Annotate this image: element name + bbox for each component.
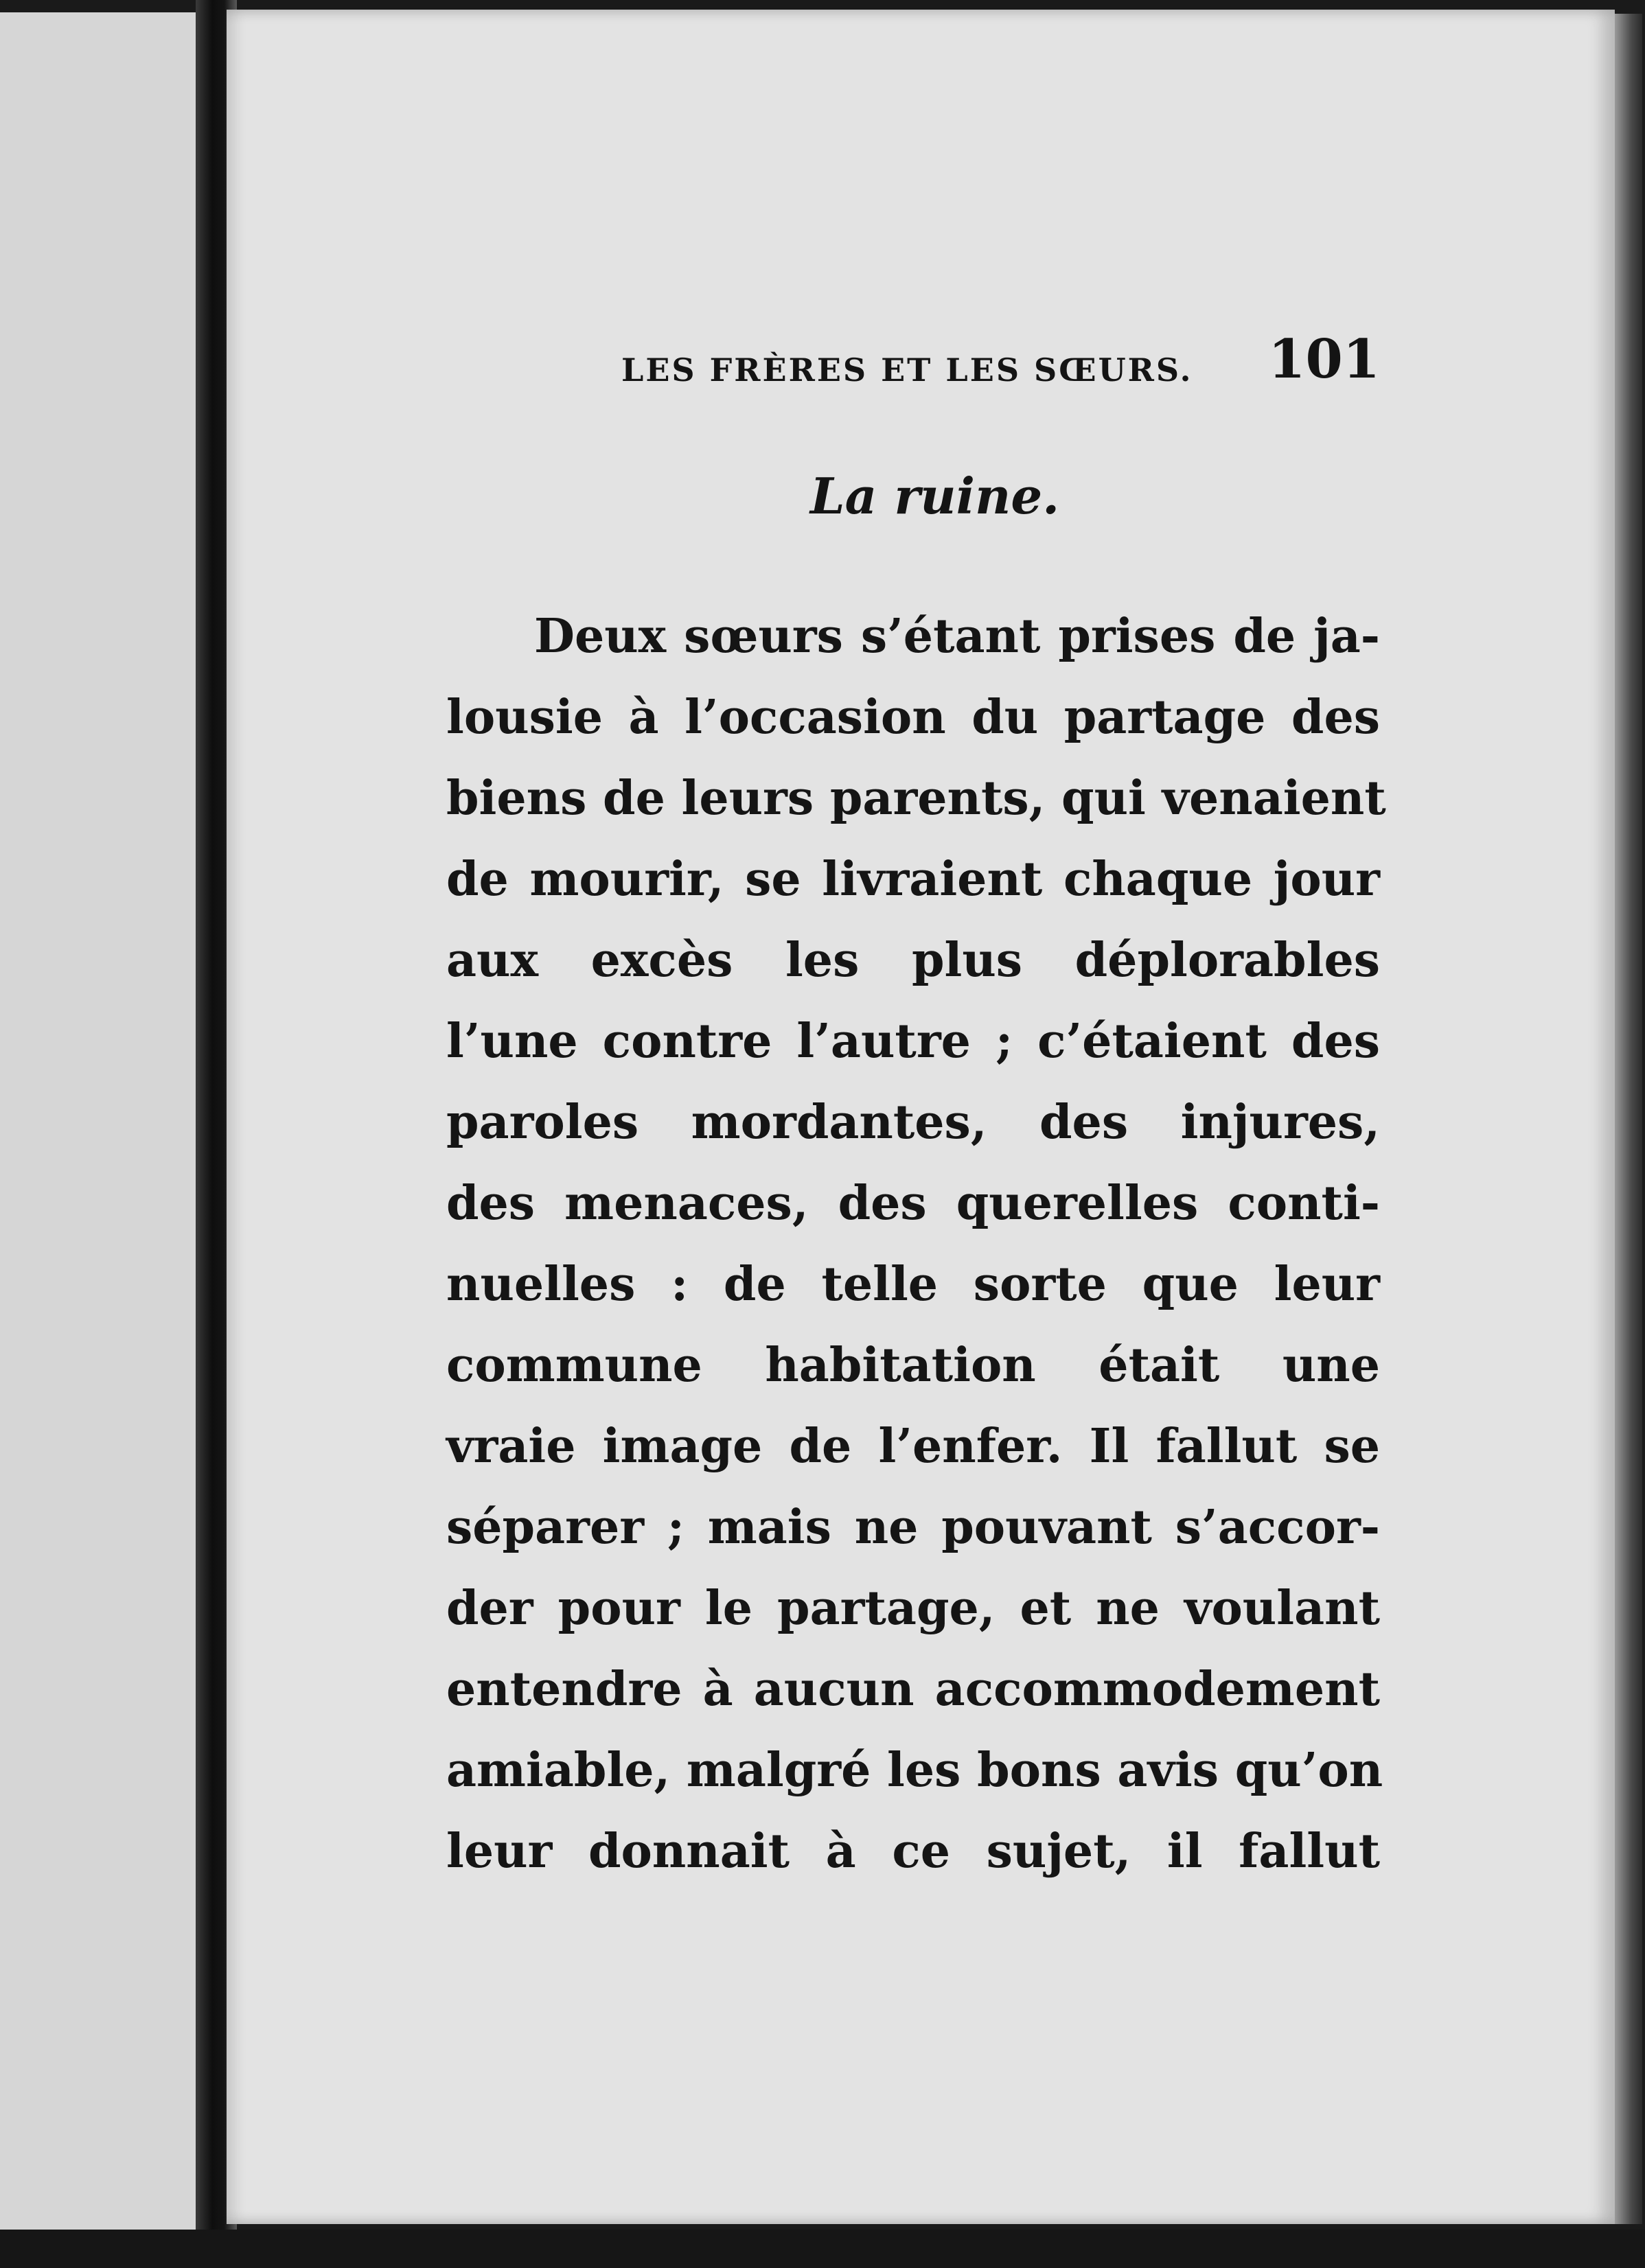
section-title: La ruine. [810, 467, 1060, 525]
text-line: séparer ; mais ne pouvant s’accor- [446, 1500, 1380, 1555]
text-line: aux excès les plus déplorables [446, 933, 1380, 988]
scan-border [0, 2230, 1645, 2268]
text-line: amiable, malgré les bons avis qu’on [446, 1743, 1383, 1798]
text-line: l’une contre l’autre ; c’étaient des [446, 1014, 1380, 1069]
running-head [384, 328, 1380, 404]
text-line: Deux sœurs s’étant prises de ja- [534, 609, 1380, 664]
text-line: biens de leurs parents, qui venaient [446, 771, 1386, 826]
page-edge [1615, 14, 1642, 2224]
left-facing-page [0, 12, 196, 2230]
text-line: entendre à aucun accommodement [446, 1662, 1380, 1717]
running-title: LES FRÈRES ET LES SŒURS. [621, 351, 1193, 389]
text-line: commune habitation était une [446, 1338, 1380, 1393]
text-line: de mourir, se livraient chaque jour [446, 852, 1380, 907]
page-number: 101 [1268, 328, 1380, 391]
text-line: lousie à l’occasion du partage des [446, 690, 1380, 745]
paragraph [446, 596, 1386, 1892]
text-line: paroles mordantes, des injures, [446, 1095, 1380, 1150]
text-line: der pour le partage, et ne voulant [446, 1581, 1380, 1636]
text-line: nuelles : de telle sorte que leur [446, 1257, 1380, 1312]
text-line: vraie image de l’enfer. Il fallut se [446, 1419, 1380, 1474]
text-line: des menaces, des querelles conti- [446, 1176, 1380, 1231]
text-line: leur donnait à ce sujet, il fallut [446, 1824, 1380, 1879]
